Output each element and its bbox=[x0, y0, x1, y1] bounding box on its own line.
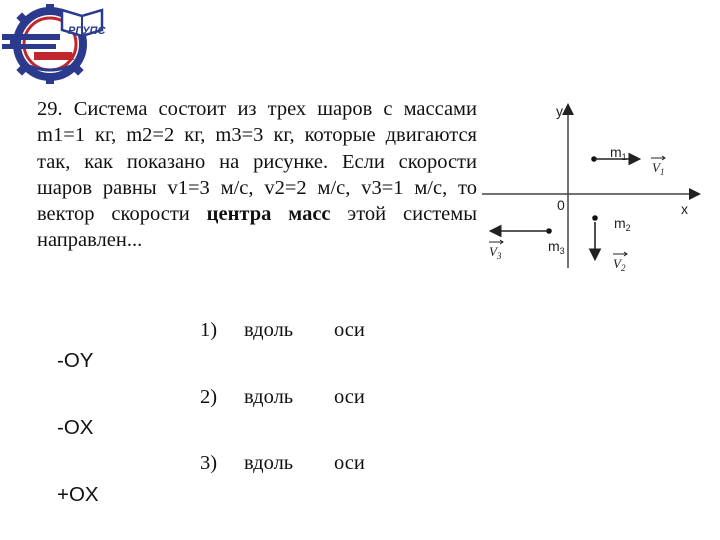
option-1-word1: вдоль bbox=[244, 319, 294, 341]
option-2[interactable] bbox=[200, 384, 365, 410]
problem-text-part1: 29. Система состоит из трех шаров с массами m1=1 кг, m2=2 кг, m3=3 кг, которые двигаются так, как показано на рисунке. Если скорости шаров равны v1=3 м/с, v2=2 м/с, v3=1 м/с, то вектор скорости bbox=[37, 98, 477, 226]
option-3-number: 3) bbox=[200, 452, 218, 474]
option-2-word1: вдоль bbox=[244, 386, 294, 408]
mass-2-label: $m_2$ bbox=[614, 215, 631, 233]
option-2-number: 2) bbox=[200, 386, 218, 408]
mass-2-point bbox=[592, 215, 598, 221]
option-1-axis: -OY bbox=[57, 349, 94, 372]
option-2-axis: -OX bbox=[57, 416, 94, 439]
train-icon bbox=[2, 34, 74, 60]
svg-text:V2: $V_2$ bbox=[613, 256, 626, 273]
problem-text-bold: центра масс bbox=[206, 203, 331, 226]
x-axis-label: x bbox=[681, 201, 688, 217]
problem-text bbox=[37, 96, 477, 254]
option-3-word2: оси bbox=[334, 452, 365, 474]
velocity-3-label bbox=[489, 240, 503, 261]
option-1-number: 1) bbox=[200, 319, 218, 341]
velocity-diagram bbox=[480, 96, 710, 282]
mass-1-label: $m_1$ bbox=[610, 144, 627, 162]
option-1-word2: оси bbox=[334, 319, 365, 341]
logo-text: РГУПС bbox=[68, 25, 106, 37]
velocity-1-label bbox=[651, 156, 665, 177]
option-3-axis: +OX bbox=[57, 483, 99, 506]
rgups-logo bbox=[0, 0, 112, 88]
option-2-word2: оси bbox=[334, 386, 365, 408]
option-3[interactable] bbox=[200, 450, 365, 476]
option-1[interactable] bbox=[200, 317, 365, 343]
svg-text:V1: $V_1$ bbox=[652, 160, 665, 177]
svg-text:V3: $V_3$ bbox=[489, 244, 502, 261]
mass-3-label: $m_3$ bbox=[548, 238, 565, 256]
y-axis-label: y bbox=[556, 103, 563, 119]
origin-label: 0 bbox=[557, 197, 565, 213]
problem-text-part2: этой системы направлен... bbox=[37, 203, 478, 252]
velocity-2-label bbox=[613, 252, 627, 273]
option-3-word1: вдоль bbox=[244, 452, 294, 474]
